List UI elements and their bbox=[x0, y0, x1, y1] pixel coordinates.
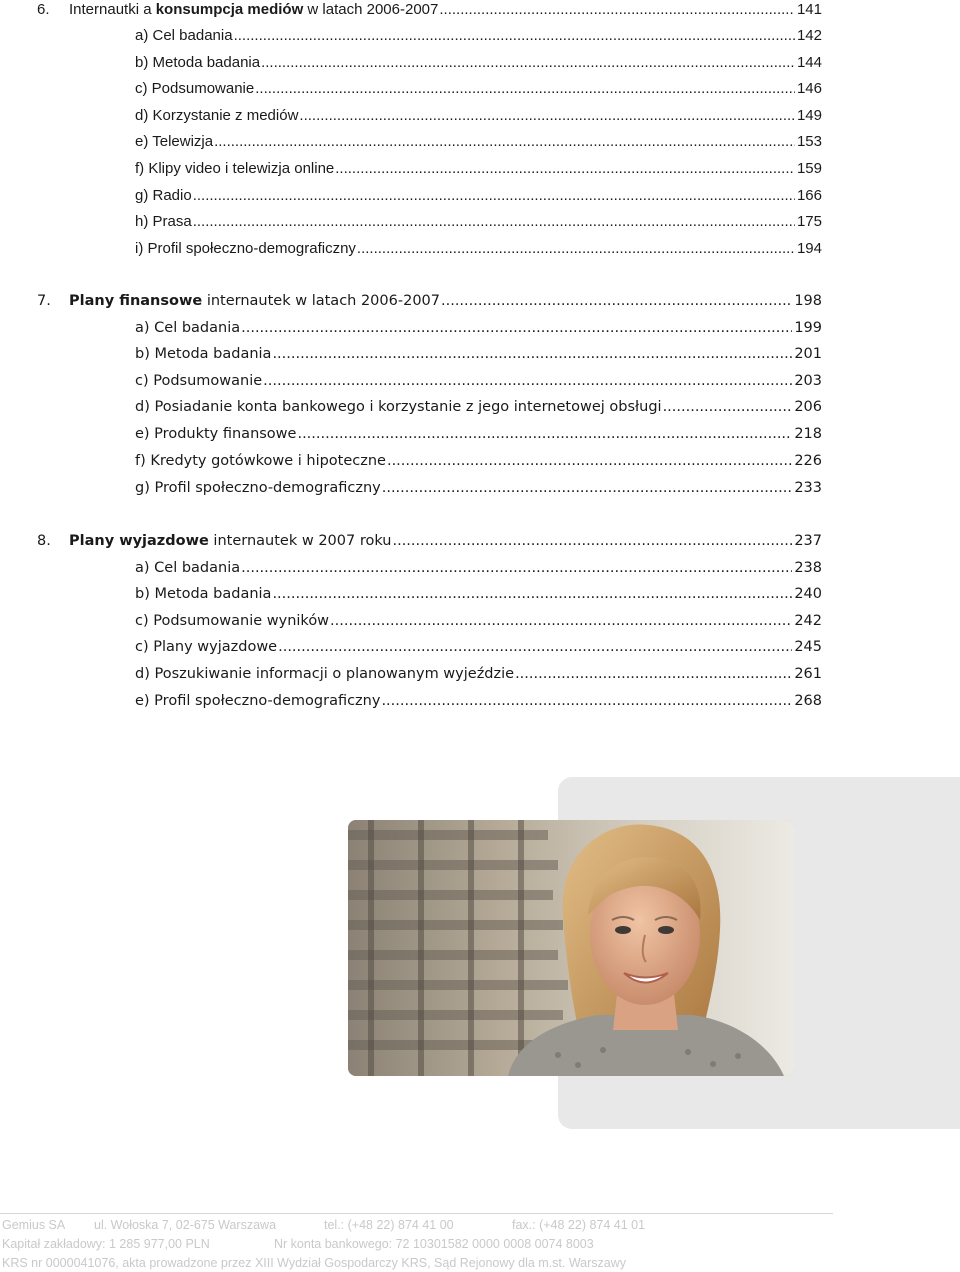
toc-chapter bbox=[0, 0, 822, 20]
toc-page-number: 242 bbox=[794, 613, 822, 629]
footer-krs: KRS nr 0000041076, akta prowadzone przez XIII Wydział Gospodarczy KRS, Sąd Rejonowy dla m.st. Warszawy bbox=[2, 1256, 627, 1270]
toc-page-number: 159 bbox=[796, 160, 822, 177]
toc-chapter-number: 7. bbox=[37, 293, 51, 309]
toc-leader-dots bbox=[297, 424, 792, 444]
toc-entry bbox=[0, 26, 822, 46]
toc-entry-label: a) Cel badania bbox=[135, 27, 233, 44]
toc-leader-dots bbox=[193, 212, 795, 232]
toc-page-number: 261 bbox=[794, 666, 822, 682]
toc-entry-label: b) Metoda badania bbox=[135, 346, 272, 362]
toc-leader-dots bbox=[382, 478, 793, 498]
toc-leader-dots bbox=[515, 664, 792, 684]
toc-leader-dots bbox=[335, 159, 795, 179]
toc-leader-dots bbox=[441, 291, 792, 311]
toc-leader-dots bbox=[381, 691, 792, 711]
toc-entry bbox=[0, 397, 822, 417]
toc-entry-label: a) Cel badania bbox=[135, 320, 241, 336]
toc-entry-label: d) Poszukiwanie informacji o planowanym wyjeździe bbox=[135, 666, 515, 682]
toc-chapter bbox=[0, 291, 822, 311]
toc-page-number: 238 bbox=[794, 560, 822, 576]
toc-leader-dots bbox=[299, 106, 795, 126]
toc-entry bbox=[0, 558, 822, 578]
toc-title-post: w latach 2006-2007 bbox=[303, 1, 439, 18]
toc-page-number: 268 bbox=[794, 693, 822, 709]
toc-entry-label: b) Metoda badania bbox=[135, 54, 261, 71]
toc-entry-label: b) Metoda badania bbox=[135, 586, 272, 602]
toc-chapter-title bbox=[69, 291, 440, 311]
footer-tel: tel.: (+48 22) 874 41 00 bbox=[324, 1218, 454, 1232]
footer-line-2 bbox=[2, 1235, 594, 1253]
toc-entry bbox=[0, 424, 822, 444]
toc-entry bbox=[0, 239, 822, 259]
toc-leader-dots bbox=[272, 344, 792, 364]
toc-page-number: 166 bbox=[796, 187, 822, 204]
toc-entry bbox=[0, 451, 822, 471]
toc-leader-dots bbox=[241, 558, 792, 578]
footer-line-1 bbox=[2, 1216, 645, 1234]
toc-page-number: 218 bbox=[794, 426, 822, 442]
toc-entry bbox=[0, 106, 822, 126]
toc-entry bbox=[0, 611, 822, 631]
toc-entry bbox=[0, 212, 822, 232]
toc-page-number: 175 bbox=[796, 213, 822, 230]
footer-address: ul. Wołoska 7, 02-675 Warszawa bbox=[94, 1218, 277, 1232]
toc-leader-dots bbox=[263, 371, 792, 391]
toc-page-number: 194 bbox=[796, 240, 822, 257]
footer-company: Gemius SA bbox=[2, 1218, 66, 1232]
toc-title-pre: Internautki a bbox=[69, 1, 156, 18]
toc-leader-dots bbox=[261, 53, 795, 73]
toc-entry-label: d) Korzystanie z mediów bbox=[135, 107, 299, 124]
toc-leader-dots bbox=[387, 451, 792, 471]
toc-title-bold: Plany finansowe bbox=[69, 293, 203, 309]
toc-entry-label: h) Prasa bbox=[135, 213, 192, 230]
footer-fax: fax.: (+48 22) 874 41 01 bbox=[512, 1218, 646, 1232]
toc-entry-label: e) Profil społeczno-demograficzny bbox=[135, 693, 381, 709]
toc-entry-label: g) Radio bbox=[135, 187, 192, 204]
toc-leader-dots bbox=[357, 239, 795, 259]
toc-entry-label: c) Podsumowanie wyników bbox=[135, 613, 330, 629]
toc-page-number: 146 bbox=[796, 80, 822, 97]
toc-leader-dots bbox=[255, 79, 795, 99]
woman-portrait-photo bbox=[348, 820, 794, 1076]
toc-page-number: 141 bbox=[796, 1, 822, 18]
toc-chapter-title bbox=[69, 531, 391, 551]
toc-leader-dots bbox=[278, 637, 792, 657]
toc-page-number: 203 bbox=[794, 373, 822, 389]
toc-leader-dots bbox=[392, 531, 792, 551]
toc-entry bbox=[0, 159, 822, 179]
toc-entry bbox=[0, 584, 822, 604]
toc-entry-label: c) Plany wyjazdowe bbox=[135, 639, 278, 655]
toc-chapter bbox=[0, 531, 822, 551]
toc-entry bbox=[0, 664, 822, 684]
toc-leader-dots bbox=[193, 186, 795, 206]
toc-page-number: 240 bbox=[794, 586, 822, 602]
toc-entry-label: i) Profil społeczno-demograficzny bbox=[135, 240, 356, 257]
toc-leader-dots bbox=[214, 132, 795, 152]
toc-entry bbox=[0, 344, 822, 364]
toc-chapter-title bbox=[69, 0, 438, 20]
toc-page-number: 198 bbox=[794, 293, 822, 309]
toc-entry-label: a) Cel badania bbox=[135, 560, 241, 576]
toc-page-number: 149 bbox=[796, 107, 822, 124]
toc-entry bbox=[0, 132, 822, 152]
toc-page-number: 201 bbox=[794, 346, 822, 362]
footer-line-3 bbox=[2, 1254, 626, 1272]
toc-leader-dots bbox=[439, 0, 795, 20]
toc-page-number: 153 bbox=[796, 133, 822, 150]
toc-title-post: internautek w 2007 roku bbox=[208, 533, 392, 549]
toc-chapter-number: 6. bbox=[37, 1, 50, 18]
toc-entry bbox=[0, 637, 822, 657]
toc-title-bold: konsumpcja mediów bbox=[155, 1, 304, 18]
toc-page-number: 245 bbox=[794, 639, 822, 655]
toc-page-number: 226 bbox=[794, 453, 822, 469]
toc-page-number: 142 bbox=[796, 27, 822, 44]
toc-entry bbox=[0, 691, 822, 711]
toc-entry bbox=[0, 53, 822, 73]
toc-page-number: 199 bbox=[794, 320, 822, 336]
toc-entry-label: g) Profil społeczno-demograficzny bbox=[135, 480, 381, 496]
toc-page-number: 237 bbox=[794, 533, 822, 549]
toc-leader-dots bbox=[330, 611, 792, 631]
toc-page-number: 206 bbox=[794, 399, 822, 415]
toc-entry-label: c) Podsumowanie bbox=[135, 373, 263, 389]
toc-entry-label: e) Produkty finansowe bbox=[135, 426, 297, 442]
toc-entry bbox=[0, 371, 822, 391]
toc-title-post: internautek w latach 2006-2007 bbox=[202, 293, 440, 309]
toc-entry-label: e) Telewizja bbox=[135, 133, 214, 150]
footer-divider bbox=[0, 1213, 833, 1214]
toc-entry-label: f) Kredyty gotówkowe i hipoteczne bbox=[135, 453, 386, 469]
toc-title-bold: Plany wyjazdowe bbox=[69, 533, 209, 549]
toc-page-number: 233 bbox=[794, 480, 822, 496]
footer-account: Nr konta bankowego: 72 10301582 0000 0008 0074 8003 bbox=[274, 1237, 594, 1251]
toc-entry bbox=[0, 478, 822, 498]
toc-entry bbox=[0, 79, 822, 99]
toc-leader-dots bbox=[241, 318, 792, 338]
toc-leader-dots bbox=[663, 397, 793, 417]
toc-leader-dots bbox=[234, 26, 795, 46]
toc-leader-dots bbox=[272, 584, 792, 604]
toc-entry-label: d) Posiadanie konta bankowego i korzystanie z jego internetowej obsługi bbox=[135, 399, 662, 415]
toc-entry bbox=[0, 318, 822, 338]
footer-capital: Kapitał zakładowy: 1 285 977,00 PLN bbox=[2, 1237, 210, 1251]
toc-entry-label: f) Klipy video i telewizja online bbox=[135, 160, 335, 177]
toc-entry bbox=[0, 186, 822, 206]
toc-page-number: 144 bbox=[796, 54, 822, 71]
toc-chapter-number: 8. bbox=[37, 533, 51, 549]
toc-entry-label: c) Podsumowanie bbox=[135, 80, 255, 97]
